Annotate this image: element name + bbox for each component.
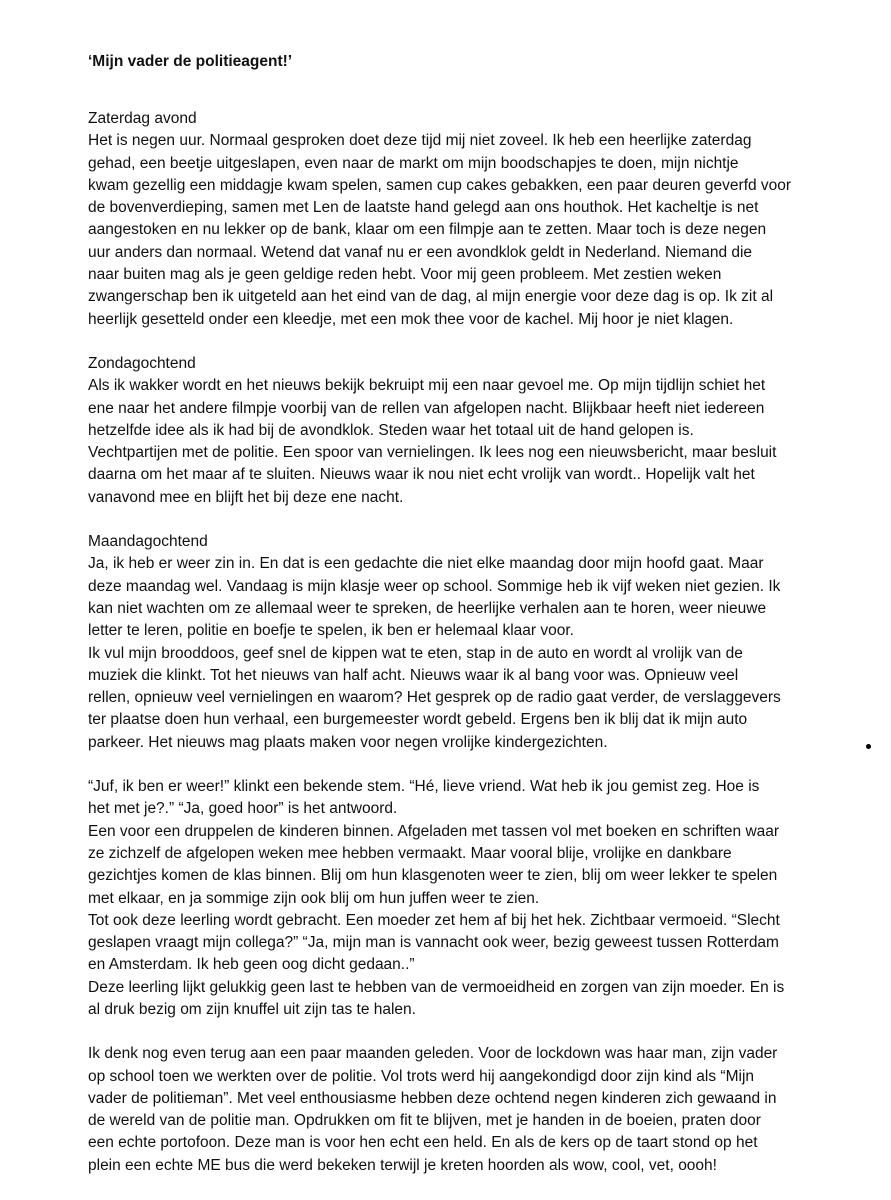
document-page [88,52,808,1199]
text-line: zwangerschap ben ik uitgeteld aan het eind van de dag, al mijn energie voor deze dag is op. Ik zit al [88,288,774,306]
text-line: Tot ook deze leerling wordt gebracht. Een moeder zet hem af bij het hek. Zichtbaar vermoeid. “Slecht [88,911,780,929]
text-line: aangestoken en nu lekker op de bank, klaar om een filmpje aan te zetten. Maar toch is deze negen [88,221,767,239]
text-line: op school toen we werkten over de politie. Vol trots werd hij aangekondigd door zijn kind als “Mijn [88,1067,755,1085]
document-title: ‘Mijn vader de politieagent!’ [88,53,293,70]
text-line: Vechtpartijen met de politie. Een spoor van vernielingen. Ik lees nog een nieuwsbericht, maar besluit [88,444,777,462]
text-line: Ik vul mijn brooddoos, geef snel de kippen wat te eten, stap in de auto en wordt al vrolijk van de [88,644,743,662]
text-line: Ik denk nog even terug aan een paar maanden geleden. Voor de lockdown was haar man, zijn vader [88,1045,778,1063]
section-heading: Zondagochtend [88,354,196,372]
text-line: “Juf, ik ben er weer!” klinkt een bekende stem. “Hé, lieve vriend. Wat heb ik jou gemist zeg. Hoe is [88,778,760,796]
section-zaterdag-avond [88,108,808,331]
section-paragraph [88,1043,808,1177]
text-line: kwam gezellig een middagje kwam spelen, samen cup cakes gebakken, een paar deuren geverfd voor [88,176,792,194]
text-line: Een voor een druppelen de kinderen binnen. Afgeladen met tassen vol met boeken en schriften waar [88,822,780,840]
paragraph-school-arrival [88,776,808,1021]
text-line: gehad, een beetje uitgeslapen, even naar de markt om mijn boodschapjes te doen, mijn nichtje [88,154,739,172]
text-line: al druk bezig om zijn knuffel uit zijn tas te halen. [88,1000,416,1018]
text-line: kan niet wachten om ze allemaal weer te spreken, de heerlijke verhalen aan te horen, weer nieuwe [88,599,767,617]
text-line: daarna om het maar af te sluiten. Nieuws waar ik nou niet echt vrolijk van wordt.. Hopelijk valt het [88,466,755,484]
text-line: ter plaatse doen hun verhaal, een burgemeester wordt gebeld. Ergens ben ik blij dat ik mijn auto [88,711,748,729]
text-line: rellen, opnieuw veel vernielingen en waarom? Het gesprek op de radio gaat verder, de verslaggevers [88,689,781,707]
text-line: heerlijk gesetteld onder een kleedje, met een mok thee voor de kachel. Mij hoor je niet klagen. [88,310,734,328]
stray-dot-mark [866,744,871,749]
text-line: letter te leren, politie en boefje te spelen, ik ben er helemaal klaar voor. [88,622,574,640]
text-line: Als ik wakker wordt en het nieuws bekijk bekruipt mij een naar gevoel me. Op mijn tijdlijn schiet het [88,377,766,395]
section-maandagochtend [88,531,808,754]
text-line: muziek die klinkt. Tot het nieuws van half acht. Nieuws waar ik al bang voor was. Opnieuw veel [88,666,739,684]
text-line: ze zichzelf de afgelopen weken mee hebben vermaakt. Maar vooral blije, vrolijke en dankbare [88,844,732,862]
text-line: vanavond mee en blijft het bij deze ene nacht. [88,488,404,506]
text-line: uur anders dan normaal. Wetend dat vanaf nu er een avondklok geldt in Nederland. Niemand die [88,243,753,261]
text-line: een echte portofoon. Deze man is voor hen echt een held. En als de kers op de taart stond op het [88,1134,758,1152]
text-line: vader de politieman”. Met veel enthousiasme hebben deze ochtend negen kinderen zich gewaand in [88,1089,777,1107]
section-paragraph [88,375,808,509]
text-line: gezichtjes komen de klas binnen. Blij om hun klasgenoten weer te zien, blij om weer lekker te spelen [88,867,778,885]
text-line: geslapen vraagt mijn collega?” “Ja, mijn man is vannacht ook weer, bezig geweest tussen Rotterdam [88,934,779,952]
text-line: met elkaar, en ja sommige zijn ook blij om hun juffen weer te zien. [88,889,540,907]
text-line: de bovenverdieping, samen met Len de laatste hand gelegd aan ons houthok. Het kacheltje is net [88,199,759,217]
text-line: Het is negen uur. Normaal gesproken doet deze tijd mij niet zoveel. Ik heb een heerlijke zaterdag [88,132,752,150]
section-paragraph [88,553,808,754]
paragraph-memory [88,1043,808,1177]
text-line: hetzelfde idee als ik had bij de avondklok. Steden waar het totaal uit de hand gelopen is. [88,421,694,439]
text-line: Deze leerling lijkt gelukkig geen last te hebben van de vermoeidheid en zorgen van zijn moeder. En is [88,978,785,996]
text-line: de wereld van de politie man. Opdrukken om fit te blijven, met je handen in de boeien, praten door [88,1112,761,1130]
section-heading: Maandagochtend [88,533,208,551]
section-zondagochtend [88,353,808,509]
section-heading: Zaterdag avond [88,110,197,127]
text-line: naar buiten mag als je geen geldige reden hebt. Voor mij geen probleem. Met zestien weken [88,266,722,284]
section-paragraph [88,776,808,1021]
text-line: deze maandag wel. Vandaag is mijn klasje weer op school. Sommige heb ik vijf weken niet gezien. Ik [88,577,781,595]
text-line: en Amsterdam. Ik heb geen oog dicht gedaan..” [88,956,415,974]
text-line: het met je?.” “Ja, goed hoor” is het antwoord. [88,800,398,818]
text-line: ene naar het andere filmpje voorbij van de rellen van afgelopen nacht. Blijkbaar heeft niet iedereen [88,399,765,417]
text-line: plein een echte ME bus die werd bekeken terwijl je kreten hoorden als wow, cool, vet, oooh! [88,1156,717,1174]
text-line: parkeer. Het nieuws mag plaats maken voor negen vrolijke kindergezichten. [88,733,608,751]
section-paragraph [88,130,808,331]
text-line: Ja, ik heb er weer zin in. En dat is een gedachte die niet elke maandag door mijn hoofd gaat. Maar [88,555,764,573]
